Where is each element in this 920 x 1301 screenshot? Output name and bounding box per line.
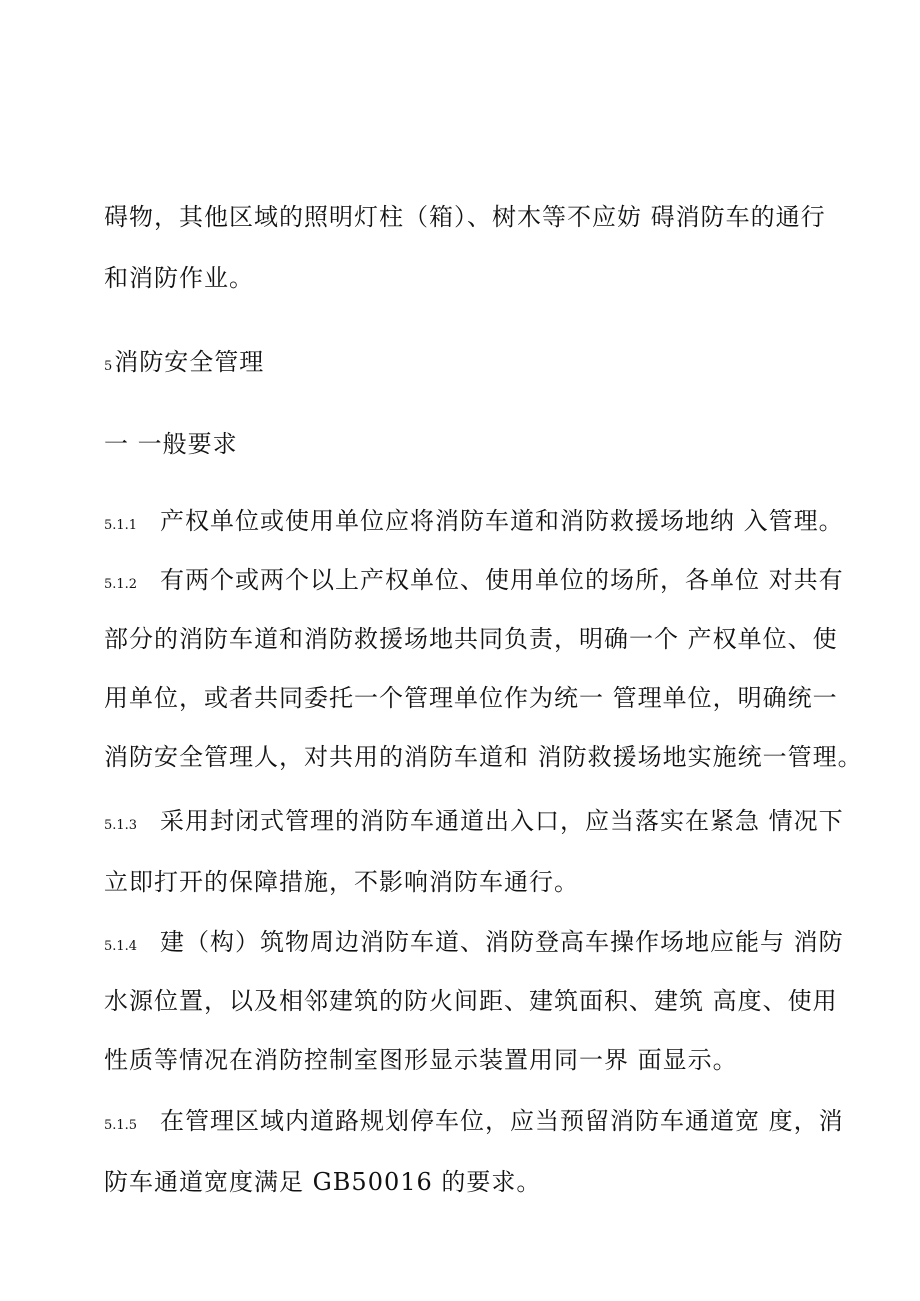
clause-text: 立即打开的保障措施，不影响消防车通行。: [104, 868, 579, 896]
clause-number: 5.1.4: [104, 939, 138, 954]
section-title: 消防安全管理: [114, 348, 265, 376]
clause-text: 建（构）筑物周边消防车道、消防登高车操作场地应能与 消防: [160, 928, 844, 956]
clause-text: 防车通道宽度满足 GB50016 的要求。: [104, 1168, 542, 1196]
intro-line: 和消防作业。: [104, 264, 254, 292]
clause-text: 采用封闭式管理的消防车通道出入口，应当落实在紧急 情况下: [160, 807, 844, 835]
clause-number: 5.1.1: [104, 518, 138, 533]
intro-line: 碍物，其他区域的照明灯柱（箱）、树木等不应妨 碍消防车的通行: [104, 203, 826, 231]
section-heading: [104, 346, 264, 383]
clause-text: 水源位置，以及相邻建筑的防火间距、建筑面积、建筑 高度、使用: [104, 987, 838, 1015]
clause-line: [104, 564, 844, 601]
clause-line: [104, 1105, 844, 1142]
clause-number: 5.1.3: [104, 818, 138, 833]
clause-text: 在管理区域内道路规划停车位，应当预留消防车通道宽 度，消: [160, 1107, 844, 1135]
clause-text: 用单位，或者共同委托一个管理单位作为统一 管理单位，明确统一: [104, 684, 838, 712]
clause-line: [104, 926, 844, 963]
subsection-title: 一 一般要求: [104, 430, 238, 458]
clause-text: 消防安全管理人，对共用的消防车道和 消防救援场地实施统一管理。: [104, 743, 863, 771]
clause-line: [104, 805, 844, 842]
section-number: 5: [104, 359, 113, 374]
clause-number: 5.1.2: [104, 577, 138, 592]
clause-text: 产权单位或使用单位应将消防车道和消防救援场地纳 入管理。: [160, 507, 844, 535]
clause-number: 5.1.5: [104, 1118, 138, 1133]
clause-text: 部分的消防车道和消防救援场地共同负责，明确一个 产权单位、使: [104, 625, 838, 653]
clause-text: 性质等情况在消防控制室图形显示装置用同一界 面显示。: [104, 1046, 738, 1074]
clause-text: 有两个或两个以上产权单位、使用单位的场所，各单位 对共有: [160, 566, 844, 594]
clause-line: [104, 505, 844, 542]
